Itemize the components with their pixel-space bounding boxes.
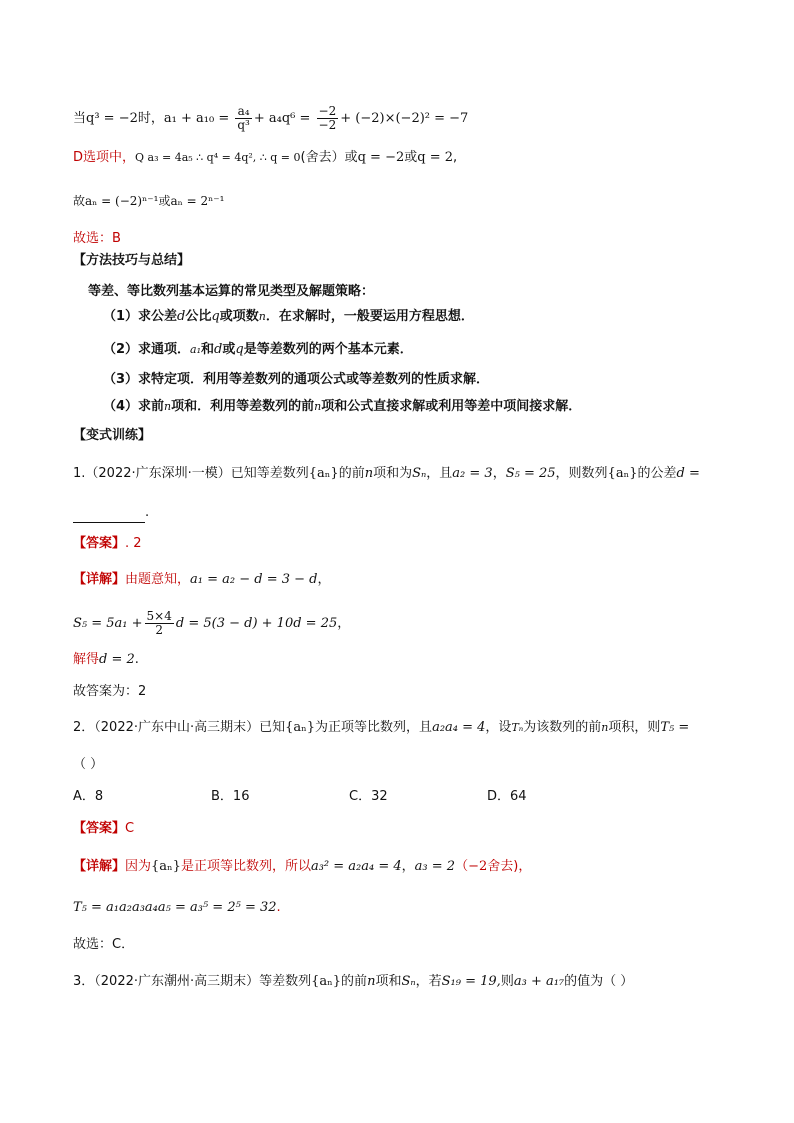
answer-2: 【答案】C xyxy=(73,821,135,836)
detail-2: 【详解】因为{aₙ}是正项等比数列，所以a₃² = a₂a₄ = 4，a₃ = 2（−2舍去)， xyxy=(73,859,532,874)
solution-line-q-cubed: 当q³ = −2时，a₁ + a₁₀ = $\frac{\text{a₄}}{\text{q³}}$ + a₄q⁶ = $\frac{-2}{-2}$ + (−2)×(−2)² = −7 xyxy=(73,104,469,132)
fraction: $\frac{\text{a₄}}{\text{q³}}$ xyxy=(237,104,250,132)
strategy-item-1: （1）求公差d公比q或项数n．在求解时，一般要运用方程思想． xyxy=(103,309,474,324)
question-2: 2．（2022·广东中山·高三期末）已知{aₙ}为正项等比数列，且a₂a₄ = 4，设Tₙ为该数列的前n项积，则T₅ = xyxy=(73,720,690,735)
question-2-options xyxy=(73,787,527,807)
strategy-item-3: （3）求特定项．利用等差数列的通项公式或等差数列的性质求解． xyxy=(103,372,490,387)
question-3: 3．（2022·广东潮州·高三期末）等差数列{aₙ}的前n项和Sₙ，若S₁₉ = 19,则a₃ + a₁₇的值为（ ） xyxy=(73,974,634,989)
option-d: D．64 xyxy=(487,789,527,804)
answer-1: 【答案】. 2 xyxy=(73,536,142,551)
fraction: $\frac{-2}{-2}$ xyxy=(318,104,337,132)
question-1: 1.（2022·广东深圳·一模）已知等差数列{aₙ}的前n项和为Sₙ，且a₂ = 3，S₅ = 25，则数列{aₙ}的公差d = xyxy=(73,466,700,481)
answer-choice-b: 故选：B xyxy=(73,231,121,246)
section-heading-practice: 【变式训练】 xyxy=(73,428,152,443)
strategy-intro: 等差、等比数列基本运算的常见类型及解题策略： xyxy=(88,284,375,299)
detail-1-sum: S₅ = 5a₁ + $\frac{5\times 4}{2}$ d = 5(3 − d) + 10d = 25， xyxy=(73,609,351,637)
option-c: C．32 xyxy=(349,789,388,804)
option-b: B．16 xyxy=(211,789,250,804)
strategy-item-2: （2）求通项．a₁和d或q是等差数列的两个基本元素． xyxy=(103,342,413,357)
answer-blank xyxy=(73,508,145,523)
strategy-item-4: （4）求前n项和．利用等差数列的前n项和公式直接求解或利用等差中项间接求解． xyxy=(103,399,582,414)
detail-1: 【详解】由题意知，a₁ = a₂ − d = 3 − d， xyxy=(73,572,331,587)
detail-2-product: T₅ = a₁a₂a₃a₄a₅ = a₃⁵ = 2⁵ = 32. xyxy=(73,900,281,915)
question-1-blank: . xyxy=(73,503,149,523)
solution-line-general-term: 故aₙ = (−2)ⁿ⁻¹或aₙ = 2ⁿ⁻¹ xyxy=(73,194,225,208)
section-heading-method: 【方法技巧与总结】 xyxy=(73,253,191,268)
detail-1-answer: 故答案为：2 xyxy=(73,684,147,699)
detail-2-answer: 故选：C． xyxy=(73,937,135,952)
question-2-paren: （ ） xyxy=(73,757,104,772)
fraction: $\frac{5\times 4}{2}$ xyxy=(146,609,172,637)
detail-1-solve: 解得d = 2. xyxy=(73,652,139,667)
solution-line-option-d: D选项中，Q a₃ = 4a₅ ∴ q⁴ = 4q², ∴ q = 0(舍去）或q = −2或q = 2, xyxy=(73,150,458,165)
option-a: A．8 xyxy=(73,789,104,804)
